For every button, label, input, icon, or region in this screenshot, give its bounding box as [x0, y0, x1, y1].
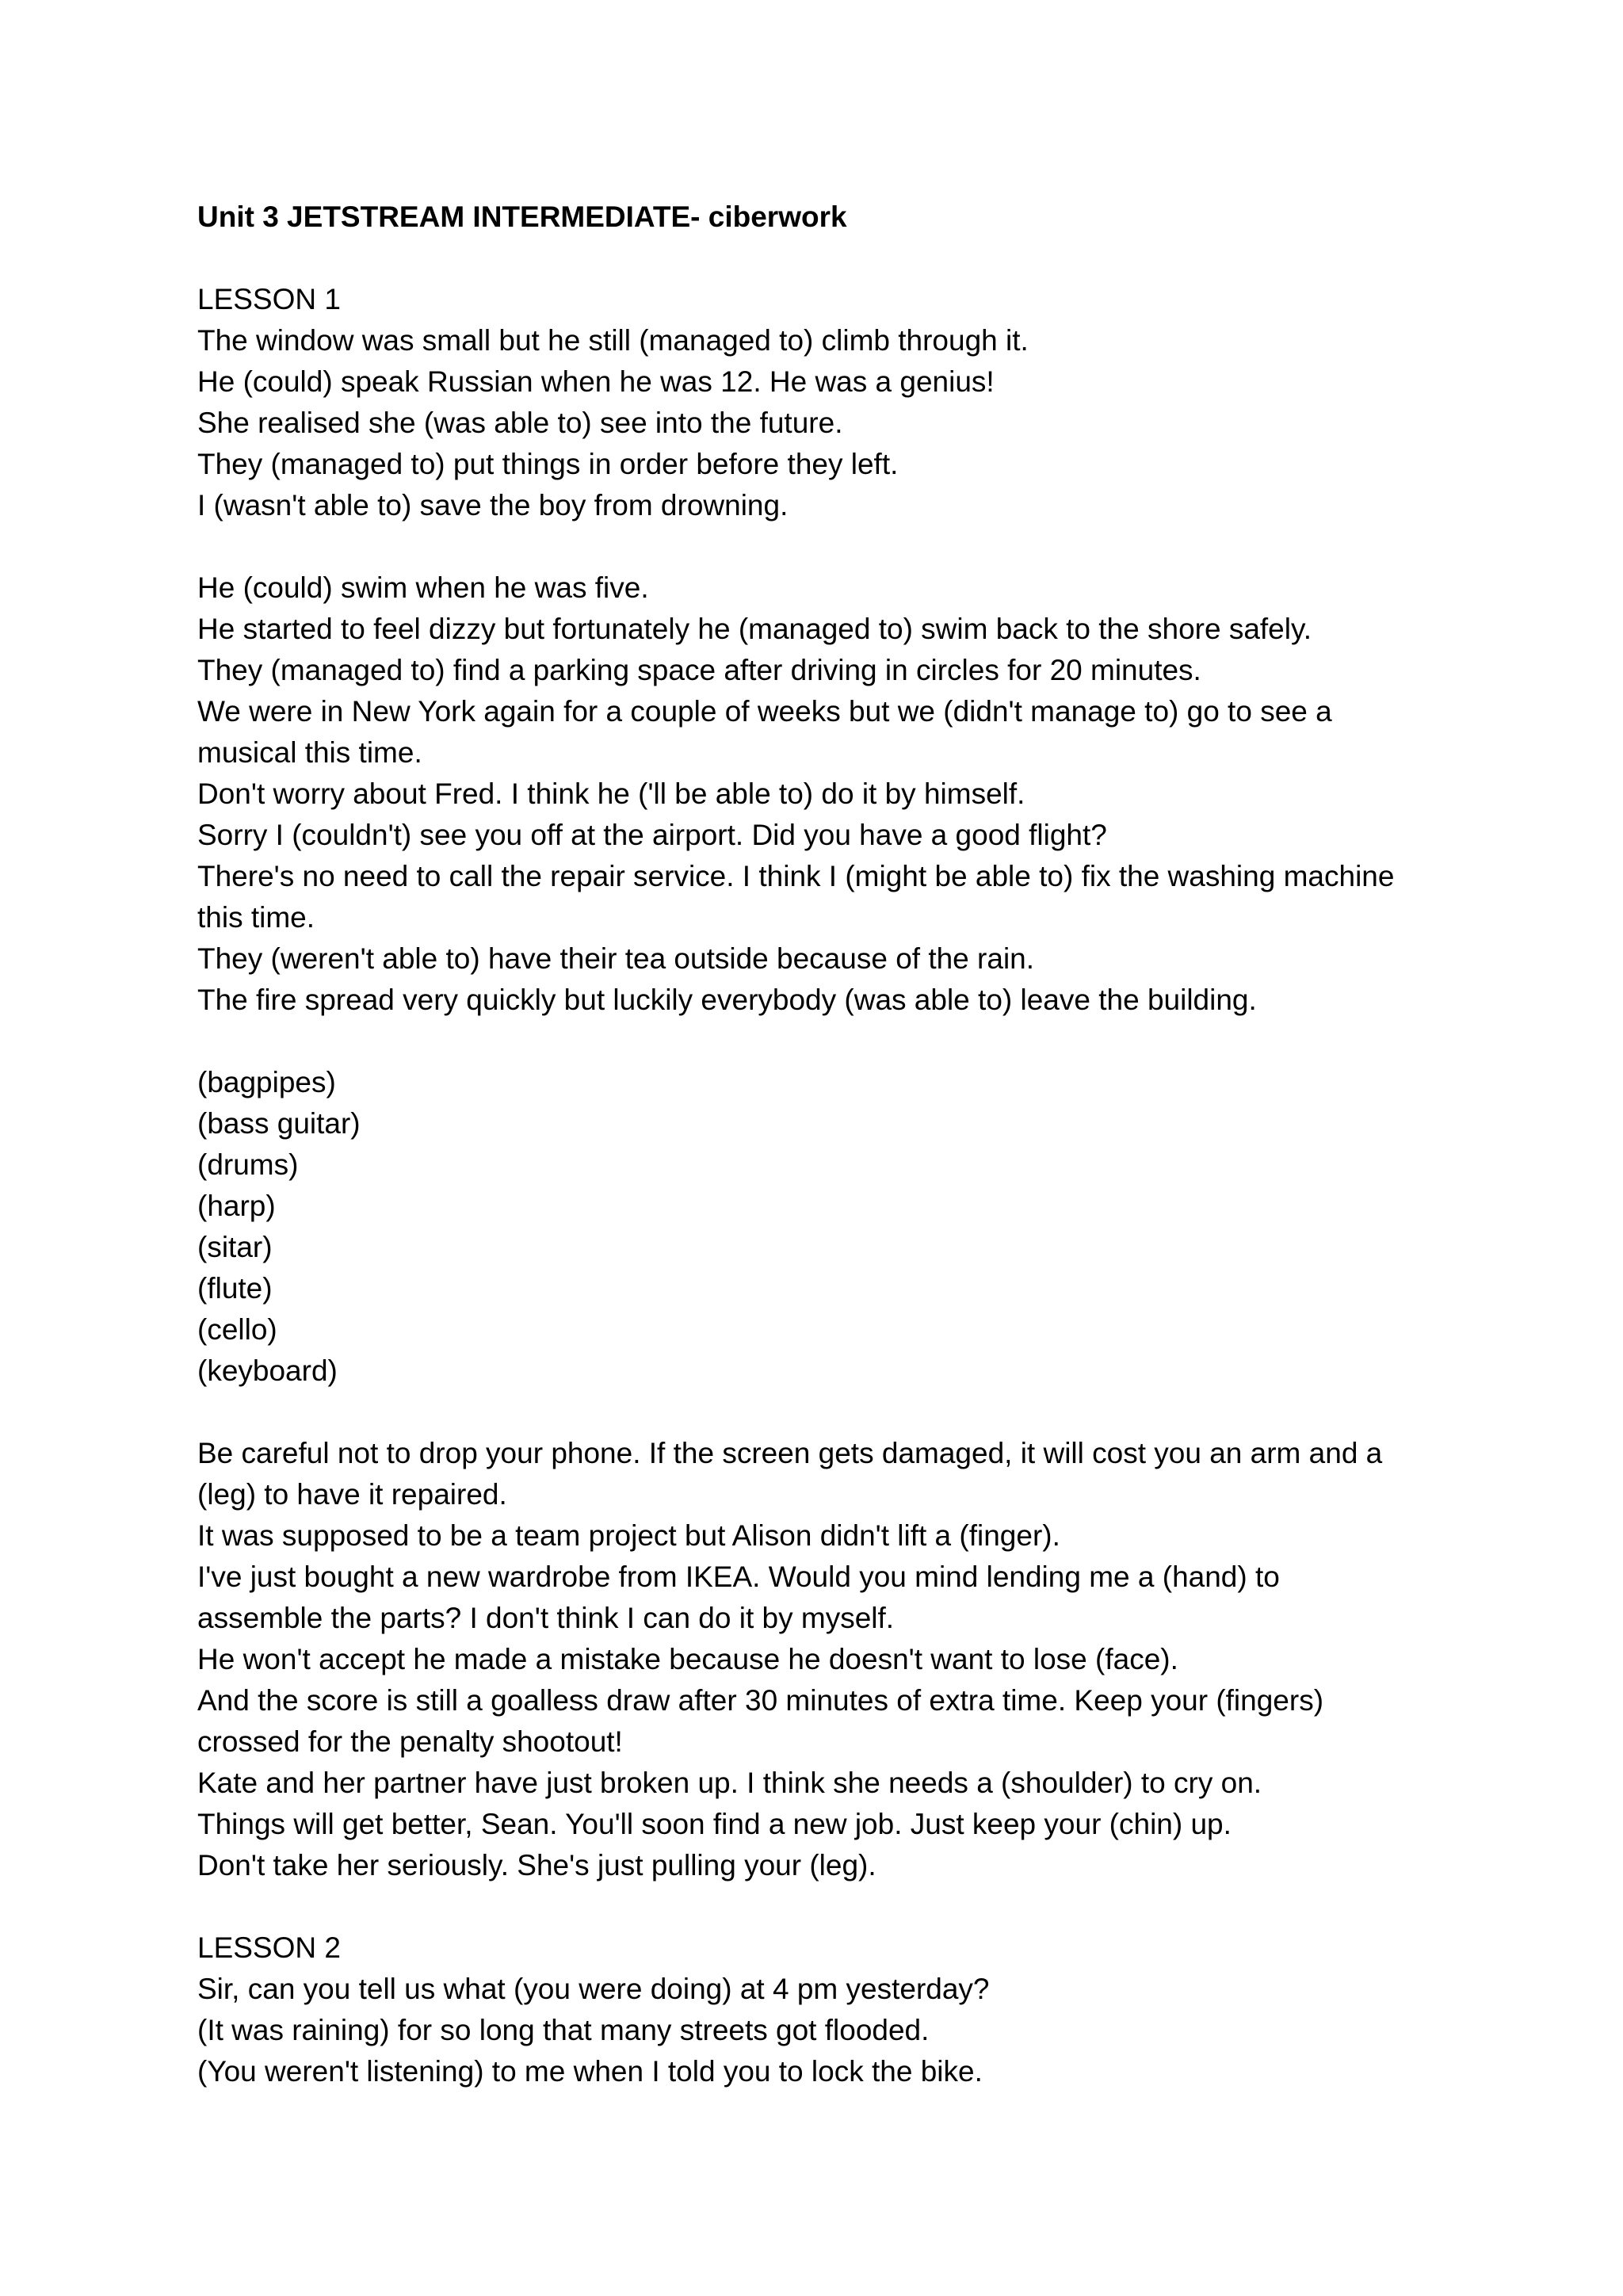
exercise-line: The fire spread very quickly but luckily everybody (was able to) leave the building. [197, 984, 1257, 1016]
instrument-item: (sitar) [197, 1231, 273, 1263]
lesson1-block1 [197, 320, 1434, 526]
exercise-line: He (could) swim when he was five. [197, 571, 649, 604]
spacer [197, 1392, 1434, 1433]
spacer [197, 238, 1434, 279]
exercise-line: this time. [197, 901, 315, 934]
document-title: Unit 3 JETSTREAM INTERMEDIATE- ciberwork [197, 201, 847, 233]
lesson1-block2 [197, 567, 1434, 1021]
lesson1-idioms [197, 1433, 1434, 1886]
exercise-line: He won't accept he made a mistake because he doesn't want to lose (face). [197, 1643, 1178, 1675]
instrument-item: (flute) [197, 1272, 273, 1305]
exercise-line: musical this time. [197, 736, 422, 769]
spacer [197, 1886, 1434, 1927]
spacer [197, 1021, 1434, 1062]
exercise-line: Sorry I (couldn't) see you off at the airport. Did you have a good flight? [197, 819, 1107, 851]
exercise-line: The window was small but he still (managed to) climb through it. [197, 324, 1029, 357]
lesson1-instruments [197, 1062, 1434, 1392]
instrument-item: (harp) [197, 1190, 276, 1222]
exercise-line: Be careful not to drop your phone. If the screen gets damaged, it will cost you an arm and a [197, 1437, 1383, 1469]
exercise-line: There's no need to call the repair service. I think I (might be able to) fix the washing machine [197, 860, 1395, 892]
exercise-line: assemble the parts? I don't think I can do it by myself. [197, 1602, 895, 1634]
instrument-item: (bagpipes) [197, 1066, 336, 1098]
exercise-line: I've just bought a new wardrobe from IKEA. Would you mind lending me a (hand) to [197, 1561, 1280, 1593]
exercise-line: He (could) speak Russian when he was 12. He was a genius! [197, 365, 995, 398]
exercise-line: We were in New York again for a couple of weeks but we (didn't manage to) go to see a [197, 695, 1332, 728]
exercise-line: (It was raining) for so long that many streets got flooded. [197, 2014, 930, 2046]
exercise-line: He started to feel dizzy but fortunately he (managed to) swim back to the shore safely. [197, 613, 1312, 645]
exercise-line: Things will get better, Sean. You'll soon find a new job. Just keep your (chin) up. [197, 1808, 1232, 1840]
lesson-heading: LESSON 2 [197, 1931, 341, 1964]
exercise-line: Don't worry about Fred. I think he ('ll be able to) do it by himself. [197, 777, 1025, 810]
lesson2-block [197, 1969, 1434, 2092]
exercise-line: crossed for the penalty shootout! [197, 1725, 623, 1758]
instrument-item: (bass guitar) [197, 1107, 361, 1140]
spacer [197, 526, 1434, 567]
exercise-line: She realised she (was able to) see into the future. [197, 407, 843, 439]
exercise-line: Sir, can you tell us what (you were doing) at 4 pm yesterday? [197, 1973, 990, 2005]
exercise-line: They (weren't able to) have their tea outside because of the rain. [197, 942, 1035, 975]
exercise-line: I (wasn't able to) save the boy from drowning. [197, 489, 789, 521]
lesson-heading: LESSON 1 [197, 283, 341, 315]
exercise-line: (leg) to have it repaired. [197, 1478, 507, 1511]
instrument-item: (cello) [197, 1313, 277, 1346]
exercise-line: Don't take her seriously. She's just pulling your (leg). [197, 1849, 876, 1881]
exercise-line: (You weren't listening) to me when I told you to lock the bike. [197, 2055, 983, 2088]
exercise-line: It was supposed to be a team project but Alison didn't lift a (finger). [197, 1519, 1060, 1552]
instrument-item: (keyboard) [197, 1354, 338, 1387]
exercise-line: Kate and her partner have just broken up. I think she needs a (shoulder) to cry on. [197, 1767, 1262, 1799]
exercise-line: They (managed to) find a parking space after driving in circles for 20 minutes. [197, 654, 1201, 686]
document-body [197, 197, 1434, 2092]
exercise-line: They (managed to) put things in order before they left. [197, 448, 899, 480]
exercise-line: And the score is still a goalless draw after 30 minutes of extra time. Keep your (fingers) [197, 1684, 1324, 1717]
instrument-item: (drums) [197, 1148, 299, 1181]
